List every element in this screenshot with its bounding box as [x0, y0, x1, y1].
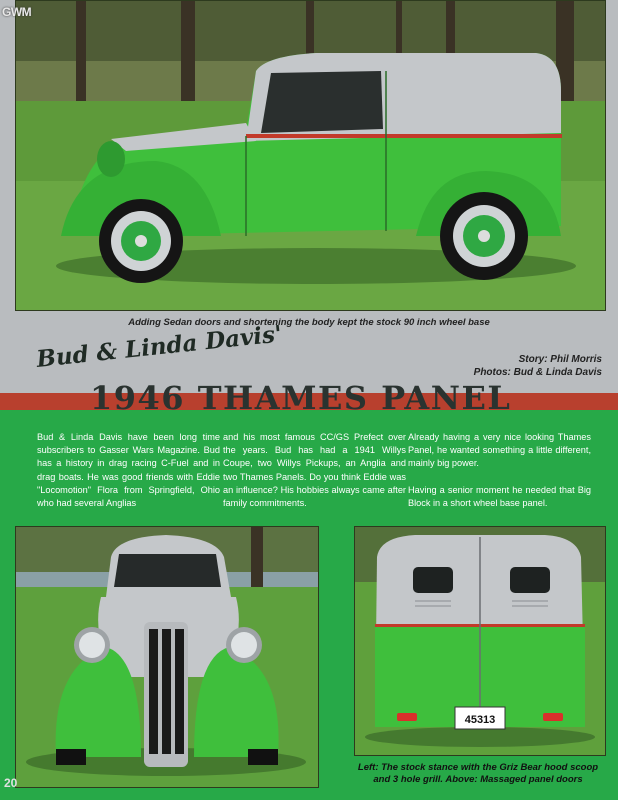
bottom-caption-line-1: Left: The stock stance with the Griz Bear hood scoop	[357, 762, 599, 773]
gwm-logo: GWM	[2, 5, 32, 19]
rear-view-photo	[354, 526, 606, 756]
body-column-1	[37, 431, 220, 523]
body-paragraph: and his most famous CC/GS Prefect over the years. Bud has had a 1941 Willys Coupe, two Willys Pickups, an Anglia and two Thames Panels. Do you think Eddie was an influence? His hobbies always came after family commitments.	[223, 432, 406, 509]
body-column-3	[408, 431, 591, 523]
photos-credit: Photos: Bud & Linda Davis	[473, 367, 602, 378]
article-title: 1946 THAMES PANEL	[90, 379, 512, 417]
article-subtitle: Bud & Linda Davis'	[35, 320, 284, 373]
hero-photo-side-view	[15, 0, 606, 311]
body-column-2	[223, 431, 406, 523]
license-plate: 45313	[464, 714, 496, 726]
body-paragraph: Bud & Linda Davis have been long time subscribers to Gasser Wars Magazine. Bud has a history in drag racing C-Fuel and in drag boats. He was good friends with Eddie "Locomotion" Flora from Springfield, Ohio who had several Anglias	[37, 432, 220, 509]
hero-caption: Adding Sedan doors and shortening the body kept the stock 90 inch wheel base	[128, 317, 490, 328]
front-view-photo	[15, 526, 319, 788]
page-number: 20	[4, 776, 18, 790]
article-credits	[474, 353, 602, 379]
bottom-caption-line-2: and 3 hole grill. Above: Massaged panel doors	[373, 774, 583, 785]
story-credit: Story: Phil Morris	[518, 354, 602, 365]
body-paragraph: Already having a very nice looking Thames Panel, he wanted something a little different, mainly big power.	[408, 432, 591, 469]
body-paragraph: Having a senior moment he needed that Big Block in a short wheel base panel.	[408, 484, 591, 508]
bottom-caption	[348, 762, 608, 786]
